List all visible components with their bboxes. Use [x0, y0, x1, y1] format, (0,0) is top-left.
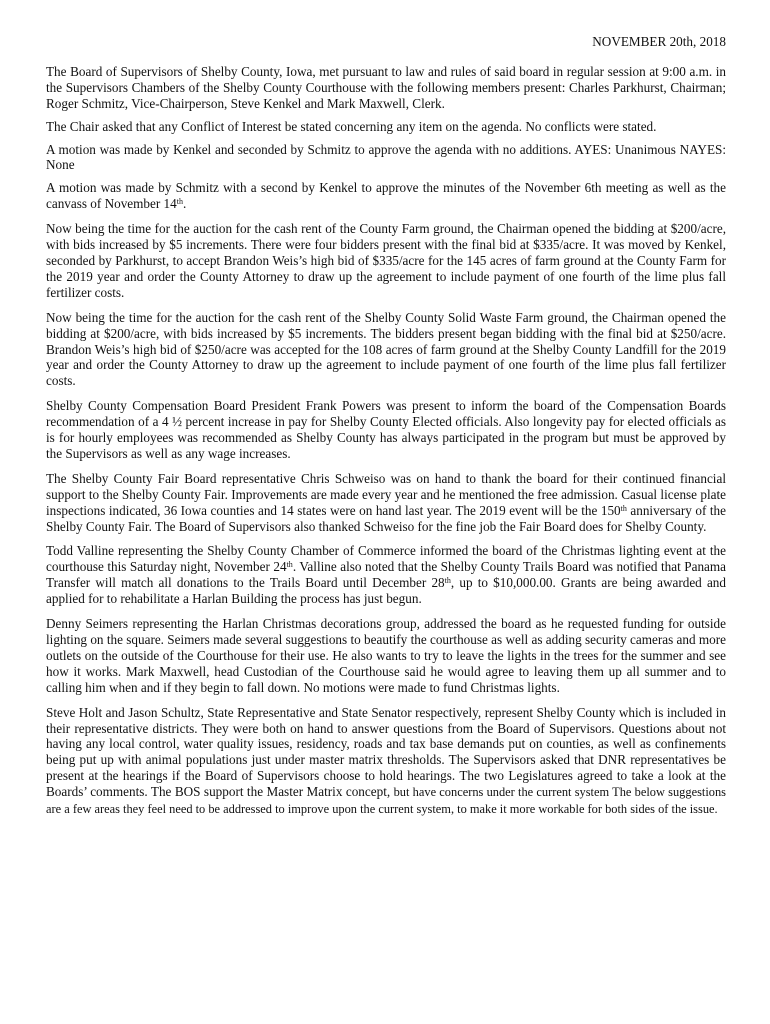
paragraph-county-farm-auction: Now being the time for the auction for the cash rent of the County Farm ground, the Chairman opened the bidding at $200/acre, with bids increased by $5 increments. There were four bidders present with the final bid at $335/acre. It was moved by Kenkel, seconded by Parkhurst, to accept Brandon Weis’s high bid of $335/acre for the 145 acres of farm ground at the County Farm for the 2019 year and order the County Attorney to draw up the agreement to include payment of one fourth of the lime plus fall fertilizer costs. [46, 221, 726, 300]
legislators-text-small: but have concerns under the current system The below suggestions are a few areas they feel need to be addressed to improve upon the current system, to make it more workable for both sides of the issue. [46, 785, 726, 816]
minutes-motion-text: A motion was made by Schmitz with a second by Kenkel to approve the minutes of the November 6th meeting as well as the canvass of November 14 [46, 180, 726, 212]
chamber-text: Todd Valline representing the Shelby County Chamber of Commerce informed the board of the Christmas lighting event at the courthouse this Saturday night, November 24 [46, 543, 726, 575]
paragraph-minutes-motion [46, 180, 726, 212]
paragraph-attendance: The Board of Supervisors of Shelby County, Iowa, met pursuant to law and rules of said board in regular session at 9:00 a.m. in the Supervisors Chambers of the Shelby County Courthouse with the following members present: Charles Parkhurst, Chairman; Roger Schmitz, Vice-Chairperson, Steve Kenkel and Mark Maxwell, Clerk. [46, 63, 726, 111]
legislators-text: Steve Holt and Jason Schultz, State Representative and State Senator respectively, represent Shelby County which is included in their representative districts. They were both on hand to answer questions from the Board of Supervisors. Questions about not having any local control, water quality issues, residency, roads and tax base demands put on counties, as well as confinements being put up with animal populations just under master matrix thresholds. The Supervisors asked that DNR representatives be present at the hearings if the Board of Supervisors choose to hold hearings. The two Legislatures agreed to take a look at the Boards’ comments. The BOS support the Master Matrix concept, [46, 704, 726, 800]
minutes-motion-end: . [182, 196, 187, 212]
superscript: th [444, 576, 451, 586]
chamber-text-middle: . Valline also noted that the Shelby County Trails Board was notified that Panama Transfer will match all donations to the Trails Board until December 28 [46, 559, 726, 591]
paragraph-chamber-of-commerce [46, 543, 726, 607]
paragraph-agenda-motion: A motion was made by Kenkel and seconded by Schmitz to approve the agenda with no additions. AYES: Unanimous NAYES: None [46, 141, 726, 173]
meeting-date: NOVEMBER 20th, 2018 [592, 34, 726, 49]
superscript: th [620, 503, 627, 513]
superscript: th [176, 197, 183, 207]
paragraph-solid-waste-farm-auction: Now being the time for the auction for the cash rent of the Shelby County Solid Waste Farm ground, the Chairman opened the bidding at $200/acre, with bids increased by $5 increments. The bidders present began bidding with the final bid at $250/acre. Brandon Weis’s high bid of $250/acre was accepted for the 108 acres of farm ground at the Shelby County Landfill for the 2019 year and order the County Attorney to draw up the agreement to include payment of one fourth of the lime plus fall fertilizer costs. [46, 309, 726, 389]
fair-board-text-end: anniversary of the Shelby County Fair. The Board of Supervisors also thanked Schweiso for the fine job the Fair Board does for Shelby County. [46, 502, 726, 534]
paragraph-compensation-board: Shelby County Compensation Board President Frank Powers was present to inform the board of the Compensation Boards recommendation of a 4 ½ percent increase in pay for Shelby County Elected officials. Also longevity pay for elected officials as is for hourly employees was recommended as Shelby County has always participated in the program but must be approved by the Supervisors as well as any wage increases. [46, 398, 726, 461]
paragraph-christmas-decorations: Denny Seimers representing the Harlan Christmas decorations group, addressed the board as he requested funding for outside lighting on the square. Seimers made several suggestions to beautify the courthouse as well as adding security cameras and more outlets on the outside of the Courthouse for their use. He also wants to try to leave the lights in the trees for the summer and see how it works. Mark Maxwell, head Custodian of the Courthouse said he would agree to leaving them up all summer and to calling him when and if they begin to fall down. No motions were made to fund Christmas lights. [46, 616, 726, 695]
chamber-text-end: , up to $10,000.00. Grants are being awarded and applied for to rehabilitate a Harlan Building the process has just begun. [46, 575, 726, 607]
superscript: th [286, 560, 293, 570]
fair-board-text: The Shelby County Fair Board representative Chris Schweiso was on hand to thank the board for their continued financial support to the Shelby County Fair. Improvements are made every year and he mentioned the free admission. Casual license plate inspections indicated, 36 Iowa counties and 14 states were on hand last year. The 2019 event will be the 150 [46, 470, 726, 518]
paragraph-fair-board [46, 471, 726, 535]
paragraph-conflict-of-interest: The Chair asked that any Conflict of Interest be stated concerning any item on the agenda. No conflicts were stated. [46, 118, 657, 134]
paragraph-state-legislators [46, 705, 726, 818]
